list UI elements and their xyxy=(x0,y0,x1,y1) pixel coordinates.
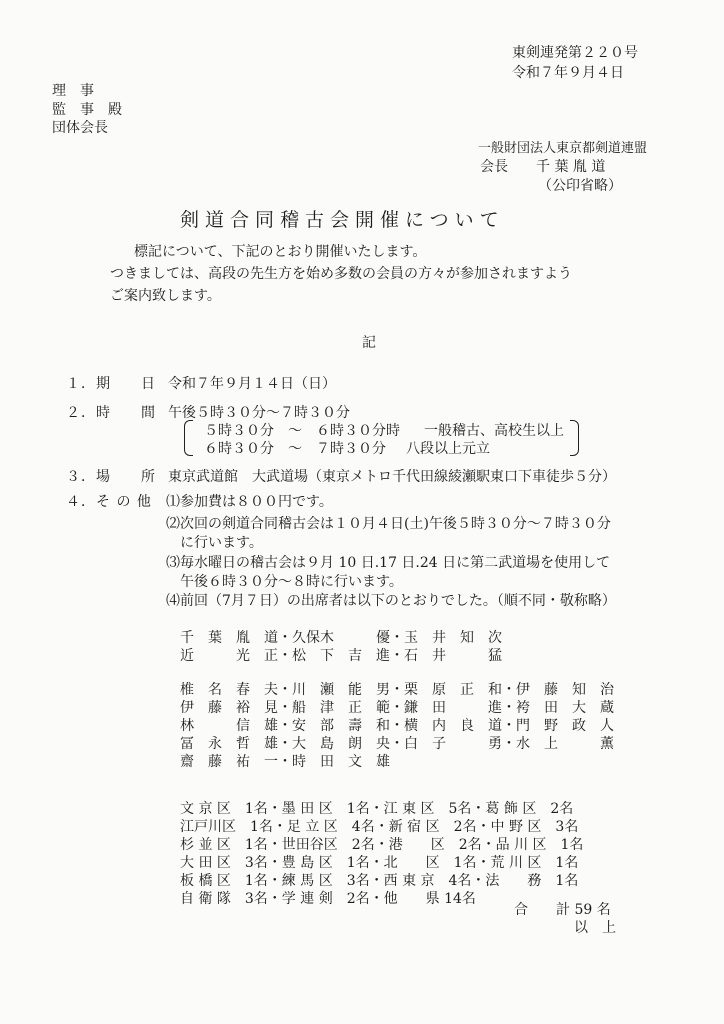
recipient-auditors: 監 事 殿 xyxy=(52,102,122,118)
bracket-left xyxy=(184,420,193,456)
note-4: ⑷前回（7月７日）の出席者は以下のとおりでした。（順不同・敬称略） xyxy=(166,593,616,609)
sender-name: 会長 千 葉 胤 道 xyxy=(480,159,606,175)
seal-note: （公印省略） xyxy=(538,178,622,194)
item2-value: 午後５時３０分～７時３０分 xyxy=(168,405,350,421)
item3-number: ３． xyxy=(66,469,96,485)
intro-line-1: 標記について、下記のとおり開催いたします。 xyxy=(134,244,427,260)
time-slot-2: ６時３０分 ～ ７時３０分 xyxy=(204,441,386,457)
item2-number: ２． xyxy=(66,405,96,421)
note-2-cont: に行います。 xyxy=(180,535,263,551)
item1-value: 令和７年９月１４日（日） xyxy=(168,376,336,392)
item4-number: ４． xyxy=(66,494,96,510)
document-number: 東剣連発第２２０号 xyxy=(512,45,638,61)
closing: 以 上 xyxy=(574,920,616,936)
attendee-row: 近 光 正・松 下 吉 進・石 井 猛 xyxy=(180,648,502,664)
note-1: ⑴参加費は８００円です。 xyxy=(166,494,333,510)
item3-value: 東京武道館 大武道場（東京メトロ千代田線綾瀬駅東口下車徒歩５分） xyxy=(168,469,616,485)
attendee-row: 千 葉 胤 道・久保木 優・玉 井 知 次 xyxy=(180,630,502,646)
note-2: ⑵次回の剣道合同稽古会は１０月４日(土)午後５時３０分～７時３０分 xyxy=(166,516,611,532)
count-row: 自 衛 隊 3名・学 連 剣 2名・他 県 14名 xyxy=(180,891,476,907)
document-title: 剣道合同稽古会開催について xyxy=(180,209,505,231)
note-3: ⑶毎水曜日の稽古会は９月 10 日.17 日.24 日に第二武道場を使用して xyxy=(166,555,611,571)
intro-line-2: つきましては、高段の先生方を始め多数の会員の方々が参加されますよう xyxy=(110,266,572,282)
count-row: 板 橋 区 1名・練 馬 区 3名・西 東 京 4名・法 務 1名 xyxy=(180,873,579,889)
attendee-row: 椎 名 春 夫・川 瀬 能 男・栗 原 正 和・伊 藤 知 治 xyxy=(180,682,614,698)
attendee-row: 伊 藤 裕 見・船 津 正 範・鎌 田 進・袴 田 大 蔵 xyxy=(180,700,614,716)
time-slot-2-note: 八段以上元立 xyxy=(406,441,490,457)
bracket-right xyxy=(570,420,579,456)
ki-heading: 記 xyxy=(362,335,376,351)
item2-label: 時 間 xyxy=(96,405,156,421)
attendee-row: 冨 永 哲 雄・大 島 朗 央・白 子 勇・水 上 薫 xyxy=(180,736,614,752)
time-slot-1: ５時３０分 ～ ６時３０分時 xyxy=(204,423,400,439)
note-3-cont: 午後６時３０分～８時に行います。 xyxy=(180,574,403,590)
item3-label: 場 所 xyxy=(96,469,156,485)
document-date: 令和７年９月４日 xyxy=(512,65,624,81)
item1-label: 期 日 xyxy=(96,376,156,392)
count-row: 杉 並 区 1名・世田谷区 2名・港 区 2名・品 川 区 1名 xyxy=(180,837,584,853)
total-count: 合 計 59 名 xyxy=(514,902,611,918)
item1-number: １． xyxy=(66,376,96,392)
count-row: 大 田 区 3名・豊 島 区 1名・北 区 1名・荒 川 区 1名 xyxy=(180,855,579,871)
sender-organization: 一般財団法人東京都剣道連盟 xyxy=(478,141,648,156)
intro-line-3: ご案内致します。 xyxy=(110,288,221,304)
count-row: 江戸川区 1名・足 立 区 4名・新 宿 区 2名・中 野 区 3名 xyxy=(180,819,579,835)
attendee-row: 齋 藤 祐 一・時 田 文 雄 xyxy=(180,754,390,770)
count-row: 文 京 区 1名・墨 田 区 1名・江 東 区 5名・葛 飾 区 2名 xyxy=(180,801,574,817)
recipient-group-heads: 団体会長 xyxy=(52,120,108,136)
time-slot-1-note: 一般稽古、高校生以上 xyxy=(424,423,564,439)
recipient-directors: 理 事 xyxy=(52,83,94,99)
item4-label: そ の 他 xyxy=(96,494,152,510)
attendee-row: 林 信 雄・安 部 壽 和・横 内 良 道・門 野 政 人 xyxy=(180,718,614,734)
